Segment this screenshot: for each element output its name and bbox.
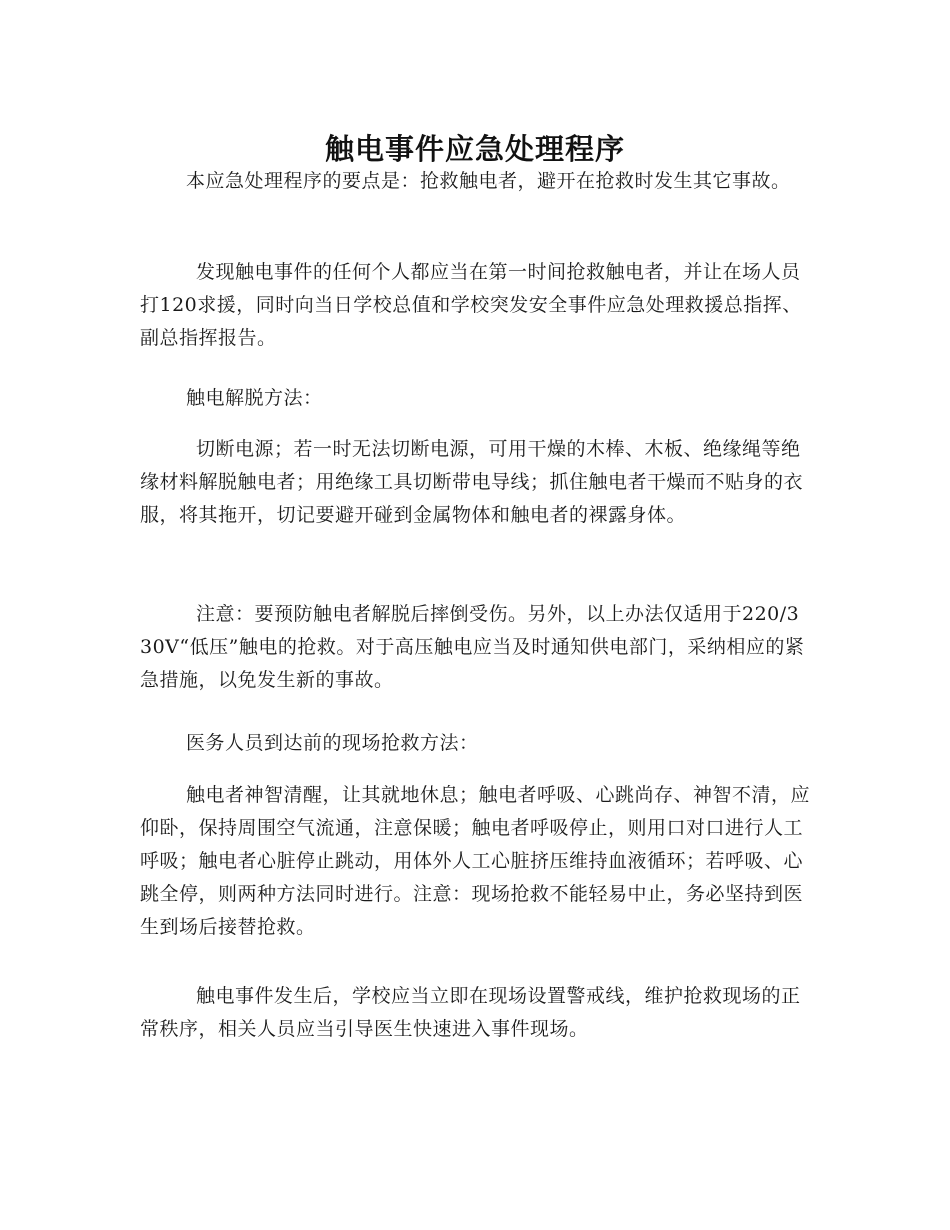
- paragraph-release-methods: 切断电源；若一时无法切断电源，可用干燥的木棒、木板、绝缘绳等绝缘材料解脱触电者；用绝缘工具切断带电导线；抓住触电者干燥而不贴身的衣服，将其拖开，切记要避开碰到金属物体和触电者的裸露身体。: [140, 438, 804, 526]
- paragraph-onsite-rescue: 触电者神智清醒，让其就地休息；触电者呼吸、心跳尚存、神智不清，应仰卧，保持周围空气流通，注意保暖；触电者呼吸停止，则用口对口进行人工呼吸；触电者心脏停止跳动，用体外人工心脏挤压维持血液循环；若呼吸、心跳全停，则两种方法同时进行。注意：现场抢救不能轻易中止，务必坚持到医生到场后接替抢救。: [140, 784, 811, 938]
- section-heading-onsite-rescue: 医务人员到达前的现场抢救方法：: [186, 732, 479, 754]
- section-heading-release-methods: 触电解脱方法：: [186, 387, 323, 409]
- paragraph-key-points: 本应急处理程序的要点是：抢救触电者，避开在抢救时发生其它事故。: [186, 170, 791, 192]
- paragraph-scene-control: 触电事件发生后，学校应当立即在现场设置警戒线，维护抢救现场的正常秩序，相关人员应当引导医生快速进入事件现场。: [140, 985, 801, 1040]
- paragraph-discovery-report: 发现触电事件的任何个人都应当在第一时间抢救触电者，并让在场人员打120求援，同时向当日学校总值和学校突发安全事件应急处理救援总指挥、副总指挥报告。: [140, 261, 802, 349]
- document-title: 触电事件应急处理程序: [324, 132, 625, 167]
- paragraph-caution-voltage: 注意：要预防触电者解脱后摔倒受伤。另外，以上办法仅适用于220/330V“低压”触电的抢救。对于高压触电应当及时通知供电部门，采纳相应的紧急措施，以免发生新的事故。: [140, 603, 805, 691]
